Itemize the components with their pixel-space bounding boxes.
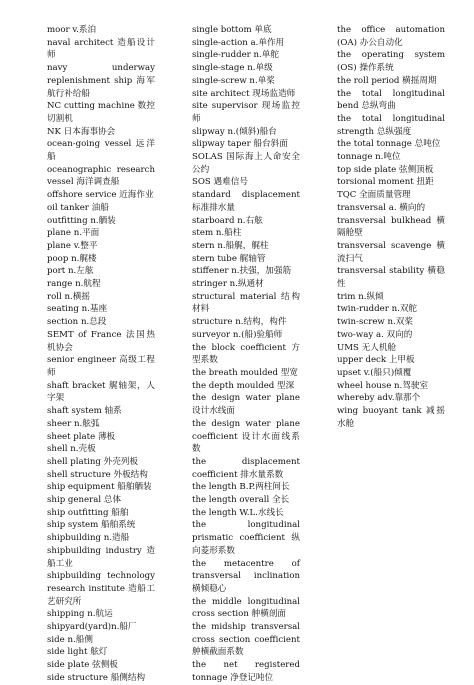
glossary-column-2 [192, 24, 300, 685]
glossary-entry: roll n.横摇 [47, 291, 90, 302]
glossary-entry: moor v.系泊 [47, 25, 97, 35]
glossary-entry: the metacentre of transversal inclination 横倾稳心 [192, 558, 300, 594]
glossary-entry: sheer n.舷弧 [47, 418, 100, 429]
glossary-entry: wheel house n.驾驶室 [337, 380, 429, 391]
glossary-entry: the design water plane 设计水线面 [192, 393, 300, 417]
glossary-entry: shipbuilding technology research institute 造船工艺研究所 [47, 571, 155, 607]
glossary-entry: top side plate 弦侧顶板 [337, 164, 434, 175]
glossary-entry: stringer n.纵通材 [192, 279, 264, 290]
glossary-entry: surveyor n.(船)验船师 [192, 329, 283, 340]
glossary-column-3 [337, 24, 445, 431]
glossary-entry: the longitudinal prismatic coefficient 纵向菱形系数 [192, 520, 300, 556]
glossary-entry: standard displacement 标准排水量 [192, 190, 300, 213]
glossary-entry: outfitting n.舾装 [47, 215, 116, 226]
glossary-entry: transversal a. 横向的 [337, 202, 426, 213]
glossary-entry: ship system 船舶系统 [47, 520, 136, 531]
glossary-entry: tonnage n.吨位 [337, 152, 401, 163]
glossary-entry: NC cutting machine 数控切割机 [47, 101, 155, 124]
glossary-entry: naval architect 造船设计师 [47, 37, 155, 61]
glossary-entry: ocean-going vessel 远洋船 [47, 139, 155, 163]
glossary-entry: shaft system 轴系 [47, 406, 122, 417]
glossary-entry: oceanographic research vessel 海洋调查船 [47, 164, 155, 188]
glossary-entry: shipbuilding industry 造船工业 [47, 545, 155, 569]
glossary-entry: TQC 全面质量管理 [337, 190, 411, 201]
glossary-entry: the block coefficient 方型系数 [192, 342, 300, 366]
glossary-entry: UMS 无人机舱 [337, 342, 397, 353]
glossary-entry: stern n.船艉，艉柱 [192, 240, 269, 251]
glossary-entry: oil tanker 油船 [47, 202, 109, 213]
glossary-entry: two-way a. 双向的 [337, 329, 413, 340]
glossary-entry: side plate 弦侧板 [47, 660, 118, 671]
glossary-entry: trim n.纵倾 [337, 291, 384, 302]
glossary-entry: transversal scavenge 横流扫气 [337, 240, 445, 264]
glossary-entry: slipway taper 船台斜面 [192, 139, 288, 150]
glossary-entry: SEMT of France 法国热机协会 [47, 329, 155, 353]
glossary-entry: structural material 结构材料 [192, 291, 300, 315]
glossary-entry: section n.总段 [47, 317, 107, 328]
glossary-entry: ship general 总体 [47, 495, 122, 506]
glossary-entry: transversal bulkhead 横隔舱壁 [337, 215, 445, 239]
glossary-entry: side structure 船侧结构 [47, 672, 146, 683]
glossary-entry: site architect 现场监造师 [192, 88, 296, 99]
glossary-entry: the length overall 全长 [192, 495, 290, 506]
glossary-entry: stem n.船柱 [192, 228, 242, 239]
glossary-entry: structure n.结构，构件 [192, 317, 287, 328]
glossary-entry: twin-screw n.双桨 [337, 317, 413, 328]
glossary-entry: side n.船侧 [47, 634, 93, 645]
glossary-entry: single-action a.单作用 [192, 37, 285, 48]
glossary-entry: the total longitudinal strength 总纵强度 [337, 113, 445, 137]
glossary-entry: sheet plate 薄板 [47, 431, 116, 442]
glossary-entry: stiffener n.扶强，加强筋 [192, 266, 292, 277]
glossary-entry: stern tube 艉轴管 [192, 253, 266, 264]
glossary-entry: offshore service 近海作业 [47, 190, 154, 201]
glossary-entry: SOS 遇难信号 [192, 177, 248, 188]
glossary-entry: NK 日本海事协会 [47, 126, 116, 137]
glossary-entry: the office automation (OA) 办公自动化 [337, 25, 445, 48]
glossary-entry: starboard n.右舷 [192, 215, 263, 226]
glossary-entry: SOLAS 国际海上人命安全公约 [192, 152, 300, 175]
glossary-entry: poop n.艉楼 [47, 253, 97, 264]
glossary-entry: the midship transversal cross section coefficient 舯横截面系数 [192, 622, 300, 658]
glossary-entry: the length W.L.水线长 [192, 507, 284, 518]
glossary-entry: senior engineer 高级工程师 [47, 355, 155, 378]
glossary-entry: shipbuilding n.造船 [47, 533, 130, 544]
glossary-entry: wing buoyant tank 减摇水舱 [337, 406, 445, 429]
glossary-entry: port n.左舷 [47, 266, 94, 277]
glossary-entry: ship equipment 船舶舾装 [47, 482, 152, 493]
glossary-entry: single-screw n.单桨 [192, 75, 275, 86]
glossary-column-1 [47, 24, 155, 685]
glossary-entry: site supervisor 现场监控师 [192, 101, 300, 124]
glossary-entry: range n.航程 [47, 279, 101, 290]
glossary-entry: torsional moment 扭距 [337, 177, 434, 188]
glossary-entry: shipyard(yard)n.船厂 [47, 622, 137, 633]
glossary-entry: seating n.基座 [47, 304, 108, 315]
glossary-entry: the breath moulded 型宽 [192, 367, 298, 378]
glossary-entry: single-stage n.单级 [192, 63, 273, 74]
glossary-entry: slipway n.(倾斜)船台 [192, 126, 277, 137]
glossary-entry: single bottom 单底 [192, 25, 272, 35]
glossary-entry: upset v.(船只)倾覆 [337, 367, 412, 378]
glossary-entry: the middle longitudinal cross section 舯横剖面 [192, 596, 300, 620]
glossary-entry: plane v.整平 [47, 240, 98, 251]
glossary-entry: the operating system (OS) 操作系统 [337, 50, 445, 74]
glossary-entry: the design water plane coefficient 设计水面线系数 [192, 418, 300, 455]
glossary-entry: twin-rudder n.双舵 [337, 304, 418, 315]
glossary-entry: upper deck 上甲板 [337, 355, 415, 366]
glossary-entry: shaft bracket 艉轴架，人字架 [47, 380, 155, 404]
glossary-entry: the length B.P.两柱间长 [192, 482, 290, 493]
glossary-entry: the roll period 横摇周期 [337, 75, 437, 86]
glossary-entry: the total tonnage 总吨位 [337, 139, 441, 150]
glossary-entry: the depth moulded 型深 [192, 380, 295, 391]
glossary-entry: ship outfitting 船舶 [47, 507, 129, 518]
glossary-entry: shell structure 外板结构 [47, 469, 148, 480]
glossary-entry: the total longitudinal bend 总纵弯曲 [337, 88, 445, 112]
glossary-entry: single-rudder n.单舵 [192, 50, 279, 61]
glossary-entry: transversal stability 横稳性 [337, 266, 445, 290]
glossary-entry: the net registered tonnage 净登记吨位 [192, 660, 300, 683]
glossary-entry: shell n.壳板 [47, 444, 96, 455]
glossary-entry: whereby adv.靠那个 [337, 393, 421, 404]
glossary-entry: shell plating 外壳列板 [47, 456, 138, 467]
glossary-entry: navy underway replenishment ship 海军航行补给船 [47, 63, 155, 99]
glossary-entry: plane n.平面 [47, 228, 100, 239]
glossary-entry: the displacement coefficient 排水量系数 [192, 456, 300, 480]
glossary-entry: shipping n.航运 [47, 609, 113, 620]
glossary-entry: side light 舷灯 [47, 647, 108, 658]
